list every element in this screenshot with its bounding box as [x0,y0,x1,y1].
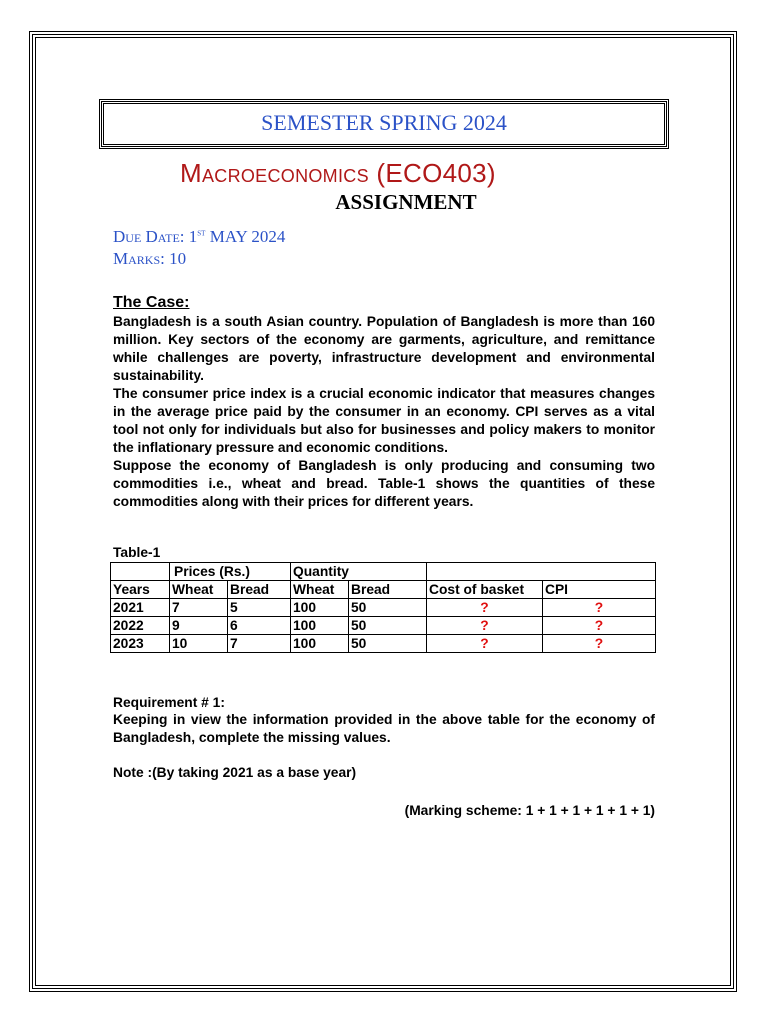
marks: Marks: 10 [113,249,187,268]
table-row [111,617,656,635]
table-cell: 2023 [111,635,170,653]
prices-group-header: Prices (Rs.) [170,563,291,581]
column-header: Cost of basket [427,581,543,599]
missing-value-cell: ? [427,599,543,617]
table-caption: Table-1 [113,545,161,560]
requirement-body: Keeping in view the information provided in the above table for the economy of Bangladesh, complete the missing values. [113,712,655,745]
table-cell: 50 [349,635,427,653]
quantity-group-header: Quantity [291,563,427,581]
table-header-row [111,581,656,599]
due-date [113,227,285,247]
data-table [110,562,656,653]
table-cell: 2022 [111,617,170,635]
table-cell: 9 [170,617,228,635]
table-cell [427,563,656,581]
due-date-suffix: st [197,227,206,239]
missing-value-cell: ? [543,635,656,653]
due-date-label: Due Date: 1 [113,227,198,246]
table-cell: 10 [170,635,228,653]
requirement-note: Note :(By taking 2021 as a base year) [113,765,357,780]
column-header: Wheat [291,581,349,599]
table-row [111,635,656,653]
semester-banner [101,101,667,147]
requirement-heading: Requirement # 1: [113,695,225,710]
column-header: Years [111,581,170,599]
semester-title: SEMESTER SPRING 2024 [261,110,507,135]
course-title: Macroeconomics (ECO403) [180,158,496,188]
case-body [113,313,655,511]
table-group-row [111,563,656,581]
table-cell [111,563,170,581]
table-cell: 5 [228,599,291,617]
table-cell: 50 [349,599,427,617]
missing-value-cell: ? [543,599,656,617]
due-date-value: MAY 2024 [205,227,286,246]
missing-value-cell: ? [427,635,543,653]
table-cell: 100 [291,617,349,635]
missing-value-cell: ? [543,617,656,635]
case-paragraph: Suppose the economy of Bangladesh is only producing and consuming two commodities i.e., wheat and bread. Table-1 shows the quantities of these commodities along with their prices for different years. [113,458,655,509]
column-header: Bread [228,581,291,599]
table-cell: 100 [291,599,349,617]
case-heading: The Case: [113,294,190,311]
missing-value-cell: ? [427,617,543,635]
marking-scheme: (Marking scheme: 1 + 1 + 1 + 1 + 1 + 1) [404,803,655,818]
column-header: Wheat [170,581,228,599]
assignment-heading: ASSIGNMENT [335,190,477,214]
table-row [111,599,656,617]
table-cell: 50 [349,617,427,635]
case-paragraph: The consumer price index is a crucial economic indicator that measures changes in the average price paid by the consumer in an economy. CPI serves as a vital tool not only for individuals but also for businesses and policy makers to monitor the inflationary pressure and economic conditions. [113,386,655,455]
table-cell: 7 [170,599,228,617]
table-cell: 7 [228,635,291,653]
case-paragraph: Bangladesh is a south Asian country. Population of Bangladesh is more than 160 million. Key sectors of the economy are garments, agriculture, and remittance while challenges are poverty, infrastructure development and environmental sustainability. [113,314,655,383]
table-cell: 2021 [111,599,170,617]
column-header: Bread [349,581,427,599]
column-header: CPI [543,581,656,599]
table-cell: 100 [291,635,349,653]
table-cell: 6 [228,617,291,635]
